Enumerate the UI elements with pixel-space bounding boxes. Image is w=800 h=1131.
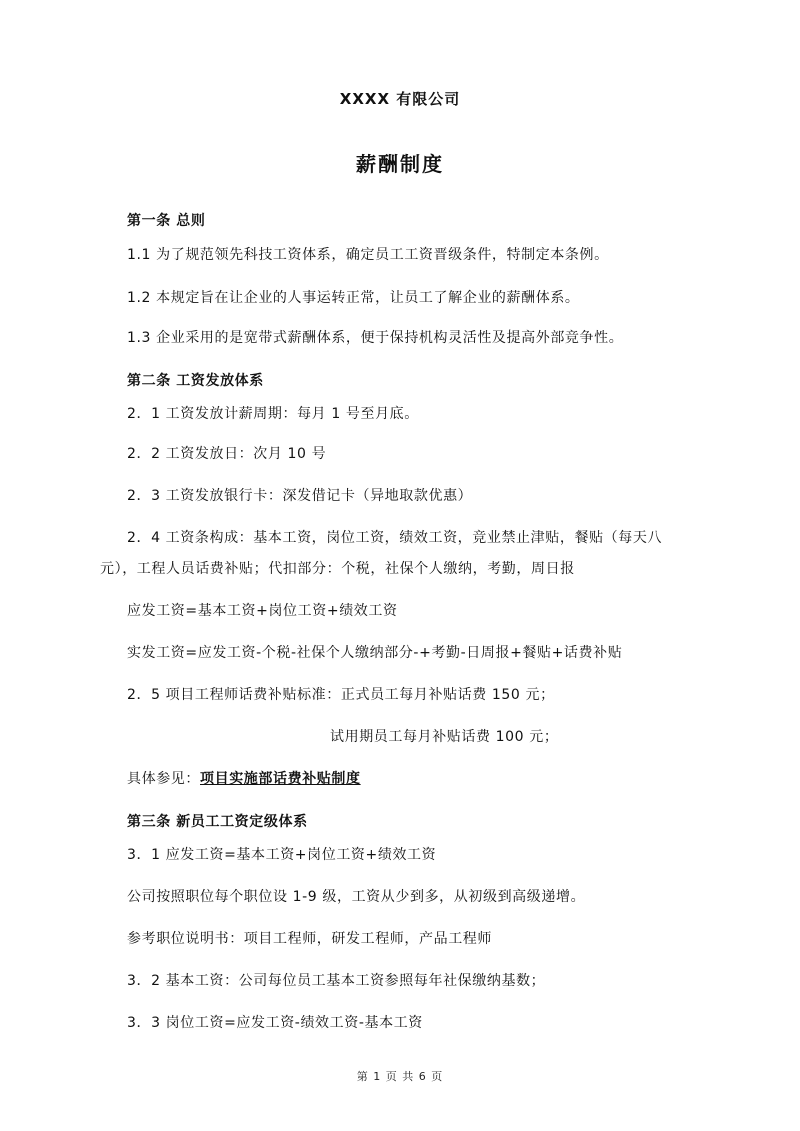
reference-line xyxy=(127,768,361,788)
document-title: 薪酬制度 xyxy=(356,152,444,176)
reference-link[interactable]: 项目实施部话费补贴制度 xyxy=(200,771,361,787)
section-1-line-2: 1.2 本规定旨在让企业的人事运转正常，让员工了解企业的薪酬体系。 xyxy=(127,290,580,306)
section-2-line-9: 试用期员工每月补贴话费 100 元； xyxy=(330,729,559,745)
section-2-line-2: 2．2 工资发放日：次月 10 号 xyxy=(127,446,327,462)
section-1-line-3: 1.3 企业采用的是宽带式薪酬体系，便于保持机构灵活性及提高外部竞争性。 xyxy=(127,330,624,346)
section-2-line-5: 元），工程人员话费补贴；代扣部分：个税，社保个人缴纳，考勤，周日报 xyxy=(100,561,575,577)
section-3-heading: 第三条 新员工工资定级体系 xyxy=(127,814,308,830)
section-2-heading: 第二条 工资发放体系 xyxy=(127,373,264,389)
section-2-line-1: 2．1 工资发放计薪周期：每月 1 号至月底。 xyxy=(127,406,419,422)
page-footer: 第 1 页 共 6 页 xyxy=(356,1070,444,1083)
section-2-line-6: 应发工资=基本工资+岗位工资+绩效工资 xyxy=(127,603,398,619)
section-3-line-3: 参考职位说明书：项目工程师，研发工程师，产品工程师 xyxy=(127,931,492,947)
section-2-line-7: 实发工资=应发工资-个税-社保个人缴纳部分-+考勤-日周报+餐贴+话费补贴 xyxy=(127,645,623,661)
section-3-line-1: 3．1 应发工资=基本工资+岗位工资+绩效工资 xyxy=(127,847,437,863)
section-3-line-2: 公司按照职位每个职位设 1-9 级，工资从少到多，从初级到高级递增。 xyxy=(127,889,586,905)
section-3-line-5: 3．3 岗位工资=应发工资-绩效工资-基本工资 xyxy=(127,1015,423,1031)
section-2-line-8: 2．5 项目工程师话费补贴标准：正式员工每月补贴话费 150 元； xyxy=(127,687,555,703)
reference-prefix: 具体参见： xyxy=(127,771,200,787)
section-2-line-3: 2．3 工资发放银行卡：深发借记卡（异地取款优惠） xyxy=(127,488,473,504)
section-3-line-4: 3．2 基本工资：公司每位员工基本工资参照每年社保缴纳基数； xyxy=(127,973,546,989)
section-1-line-1: 1.1 为了规范领先科技工资体系，确定员工工资晋级条件，特制定本条例。 xyxy=(127,247,609,263)
company-name: XXXX 有限公司 xyxy=(339,90,461,108)
section-1-heading: 第一条 总则 xyxy=(127,213,206,229)
section-2-line-4: 2．4 工资条构成：基本工资，岗位工资，绩效工资，竞业禁止津贴，餐贴（每天八 xyxy=(127,530,663,546)
